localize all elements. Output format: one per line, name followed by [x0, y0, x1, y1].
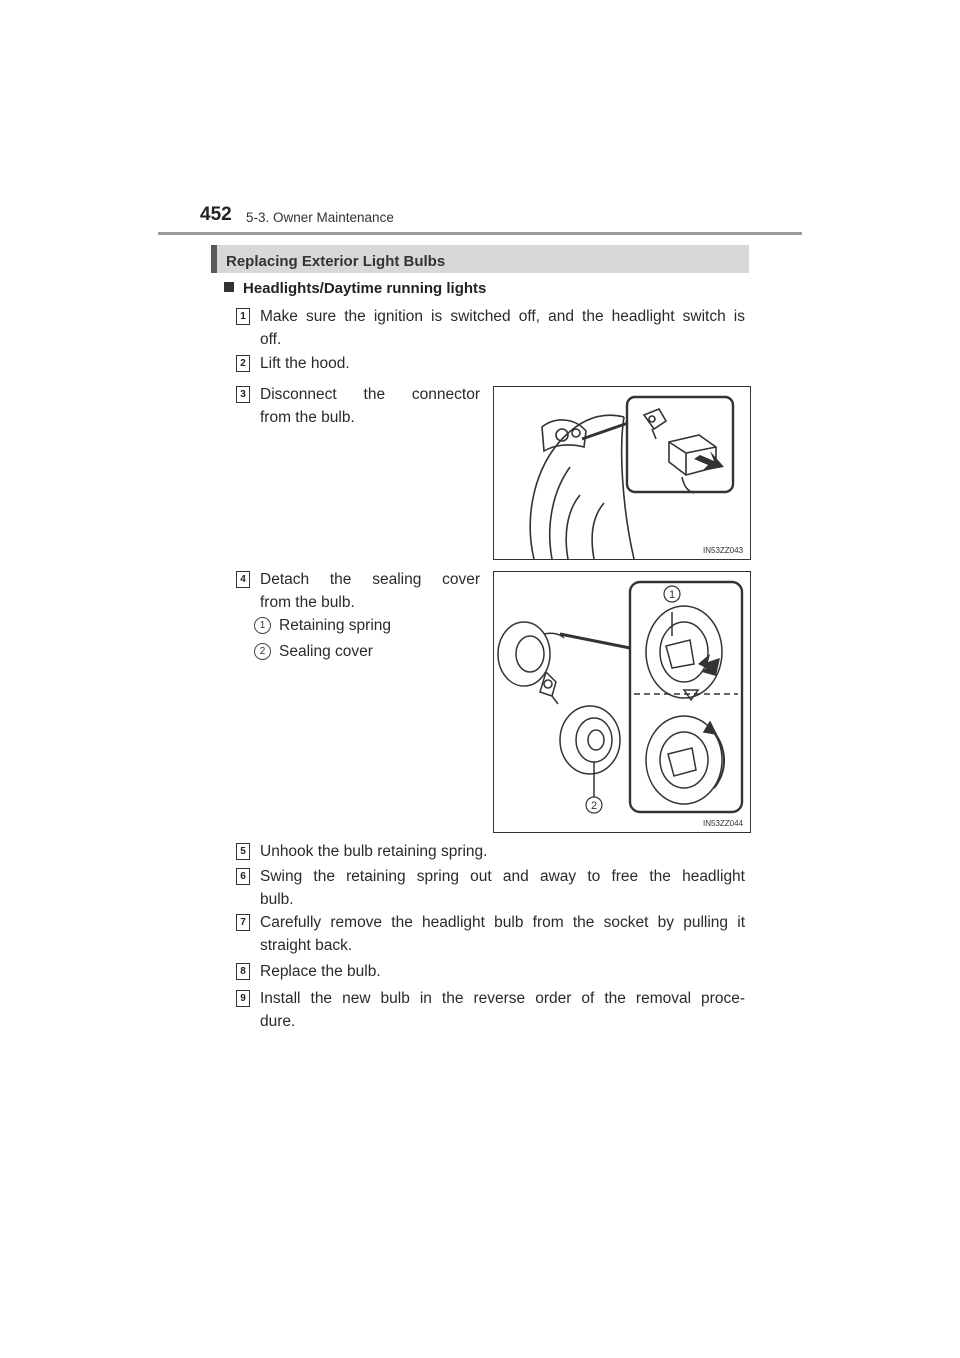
section-heading: Replacing Exterior Light Bulbs	[226, 253, 446, 270]
step-3-line-2: from the bulb.	[260, 409, 355, 426]
step-text-2: Lift the hood.	[260, 355, 350, 372]
step-7-line-1: Carefully remove the headlight bulb from the socket by pulling it	[260, 914, 745, 931]
section-title: 5-3. Owner Maintenance	[246, 210, 394, 225]
figure-connector	[493, 386, 751, 560]
step-9-line-1: Install the new bulb in the reverse order of the removal proce-	[260, 990, 745, 1007]
legend-label-sealing-cover: Sealing cover	[279, 643, 373, 660]
figure-callout-1: 1	[668, 589, 676, 601]
step-text-7	[260, 911, 745, 957]
legend-label-retaining-spring: Retaining spring	[279, 617, 392, 634]
page-number: 452	[200, 204, 232, 225]
step-badge-6: 6	[236, 868, 250, 885]
square-bullet-icon	[224, 282, 234, 292]
figure-sealing-cover	[493, 571, 751, 833]
step-badge-1: 1	[236, 308, 250, 325]
step-1-line-2: off.	[260, 331, 282, 348]
step-7-line-2: straight back.	[260, 937, 353, 954]
step-text-6	[260, 865, 745, 911]
section-heading-bar	[211, 245, 749, 273]
step-text-5: Unhook the bulb retaining spring.	[260, 843, 488, 860]
step-6-line-2: bulb.	[260, 891, 294, 908]
figure-code-1: IN53ZZ043	[703, 546, 744, 555]
step-9-line-2: dure.	[260, 1013, 296, 1030]
legend-marker-1: 1	[254, 617, 271, 634]
step-badge-3: 3	[236, 386, 250, 403]
step-6-line-1: Swing the retaining spring out and away to free the headlight	[260, 868, 745, 885]
figure-code-2: IN53ZZ044	[703, 819, 744, 828]
step-badge-5: 5	[236, 843, 250, 860]
step-badge-8: 8	[236, 963, 250, 980]
legend-marker-2: 2	[254, 643, 271, 660]
header-divider	[158, 232, 802, 235]
subheading	[224, 280, 486, 297]
figure-callout-2: 2	[590, 800, 598, 812]
step-text-1	[260, 305, 745, 328]
step-3-line-1: Disconnect the connector	[260, 386, 480, 403]
step-1-line-1: Make sure the ignition is switched off, and the headlight switch is	[260, 308, 745, 325]
step-badge-7: 7	[236, 914, 250, 931]
step-badge-4: 4	[236, 571, 250, 588]
step-text-9	[260, 987, 745, 1033]
step-badge-2: 2	[236, 355, 250, 372]
subheading-text: Headlights/Daytime running lights	[243, 280, 487, 297]
heading-accent	[211, 245, 217, 273]
step-4-line-2: from the bulb.	[260, 594, 355, 611]
step-text-8: Replace the bulb.	[260, 963, 381, 980]
sealing-cover-illustration	[494, 572, 750, 832]
step-badge-9: 9	[236, 990, 250, 1007]
connector-illustration	[494, 387, 750, 559]
step-4-line-1: Detach the sealing cover	[260, 571, 480, 588]
